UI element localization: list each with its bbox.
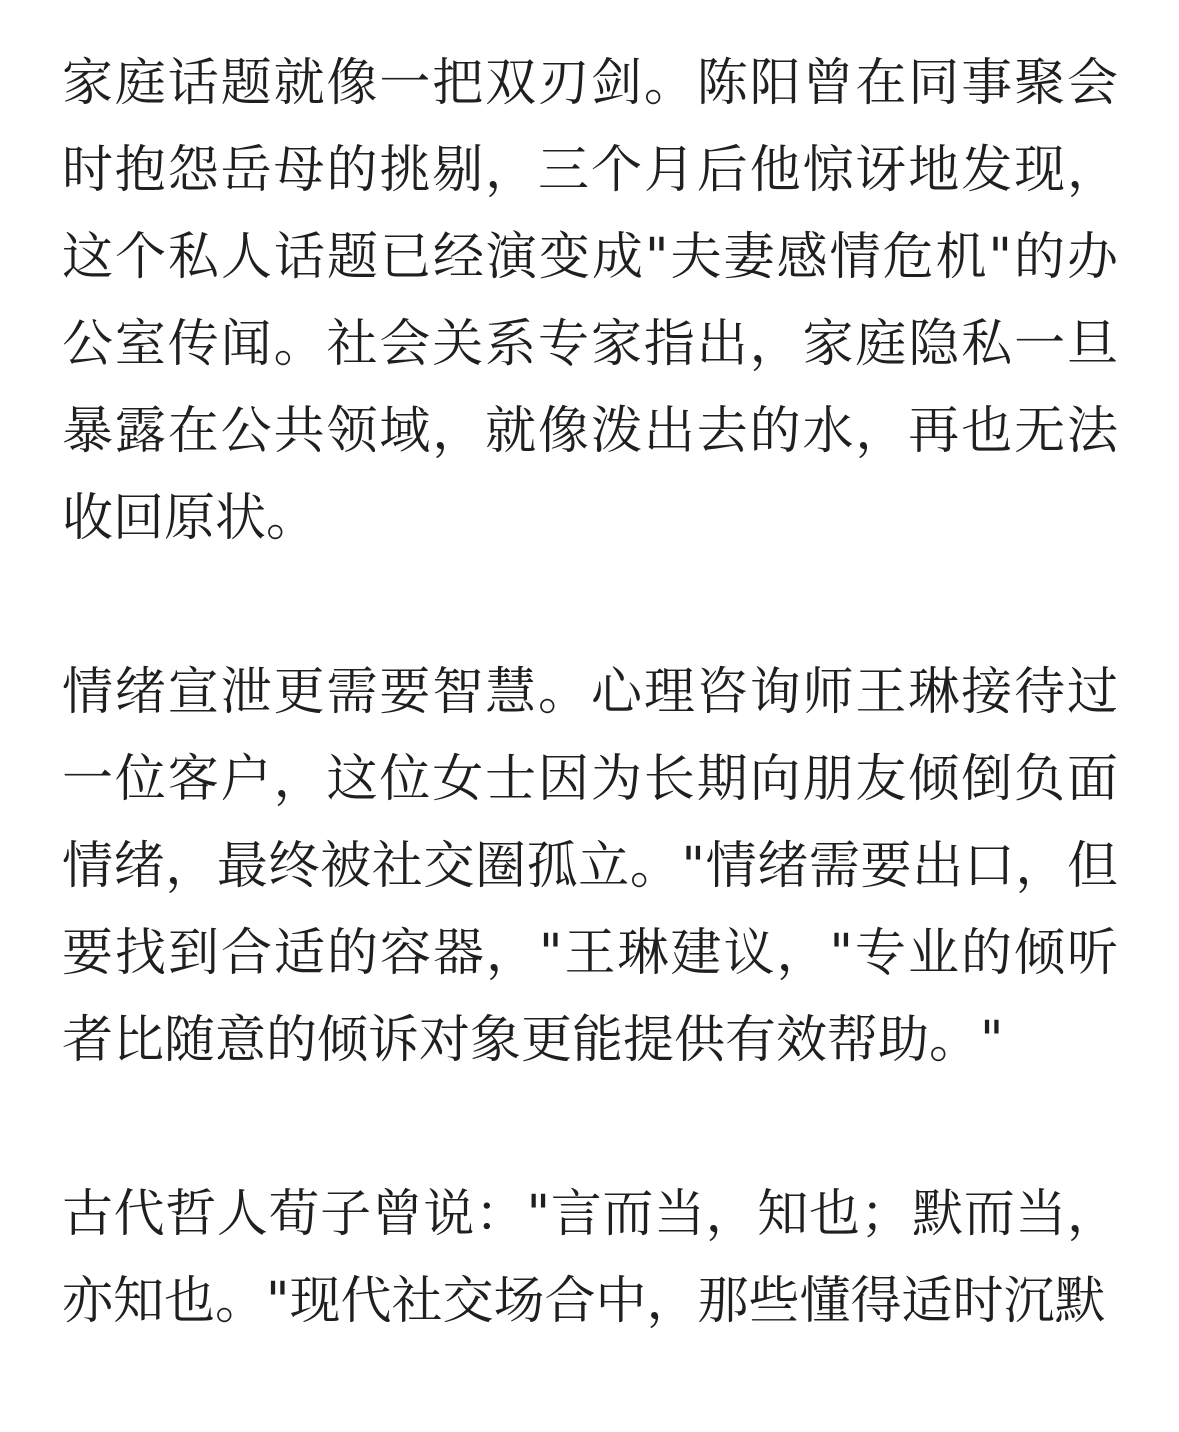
article-body [62, 40, 1118, 1432]
paragraph-emotional-venting: 情绪宣泄更需要智慧。心理咨询师王琳接待过一位客户，这位女士因为长期向朋友倾倒负面情绪，最终被社交圈孤立。"情绪需要出口，但要找到合适的容器，"王琳建议，"专业的倾听者比随意的倾诉对象更能提供有效帮助。" [62, 663, 1118, 1070]
paragraph-xunzi-quote: 古代哲人荀子曾说："言而当，知也；默而当，亦知也。"现代社交场合中，那些懂得适时沉默 [62, 1185, 1118, 1331]
paragraph-family-topics: 家庭话题就像一把双刃剑。陈阳曾在同事聚会时抱怨岳母的挑剔，三个月后他惊讶地发现，这个私人话题已经演变成"夫妻感情危机"的办公室传闻。社会关系专家指出，家庭隐私一旦暴露在公共领域，就像泼出去的水，再也无法收回原状。 [62, 54, 1118, 548]
